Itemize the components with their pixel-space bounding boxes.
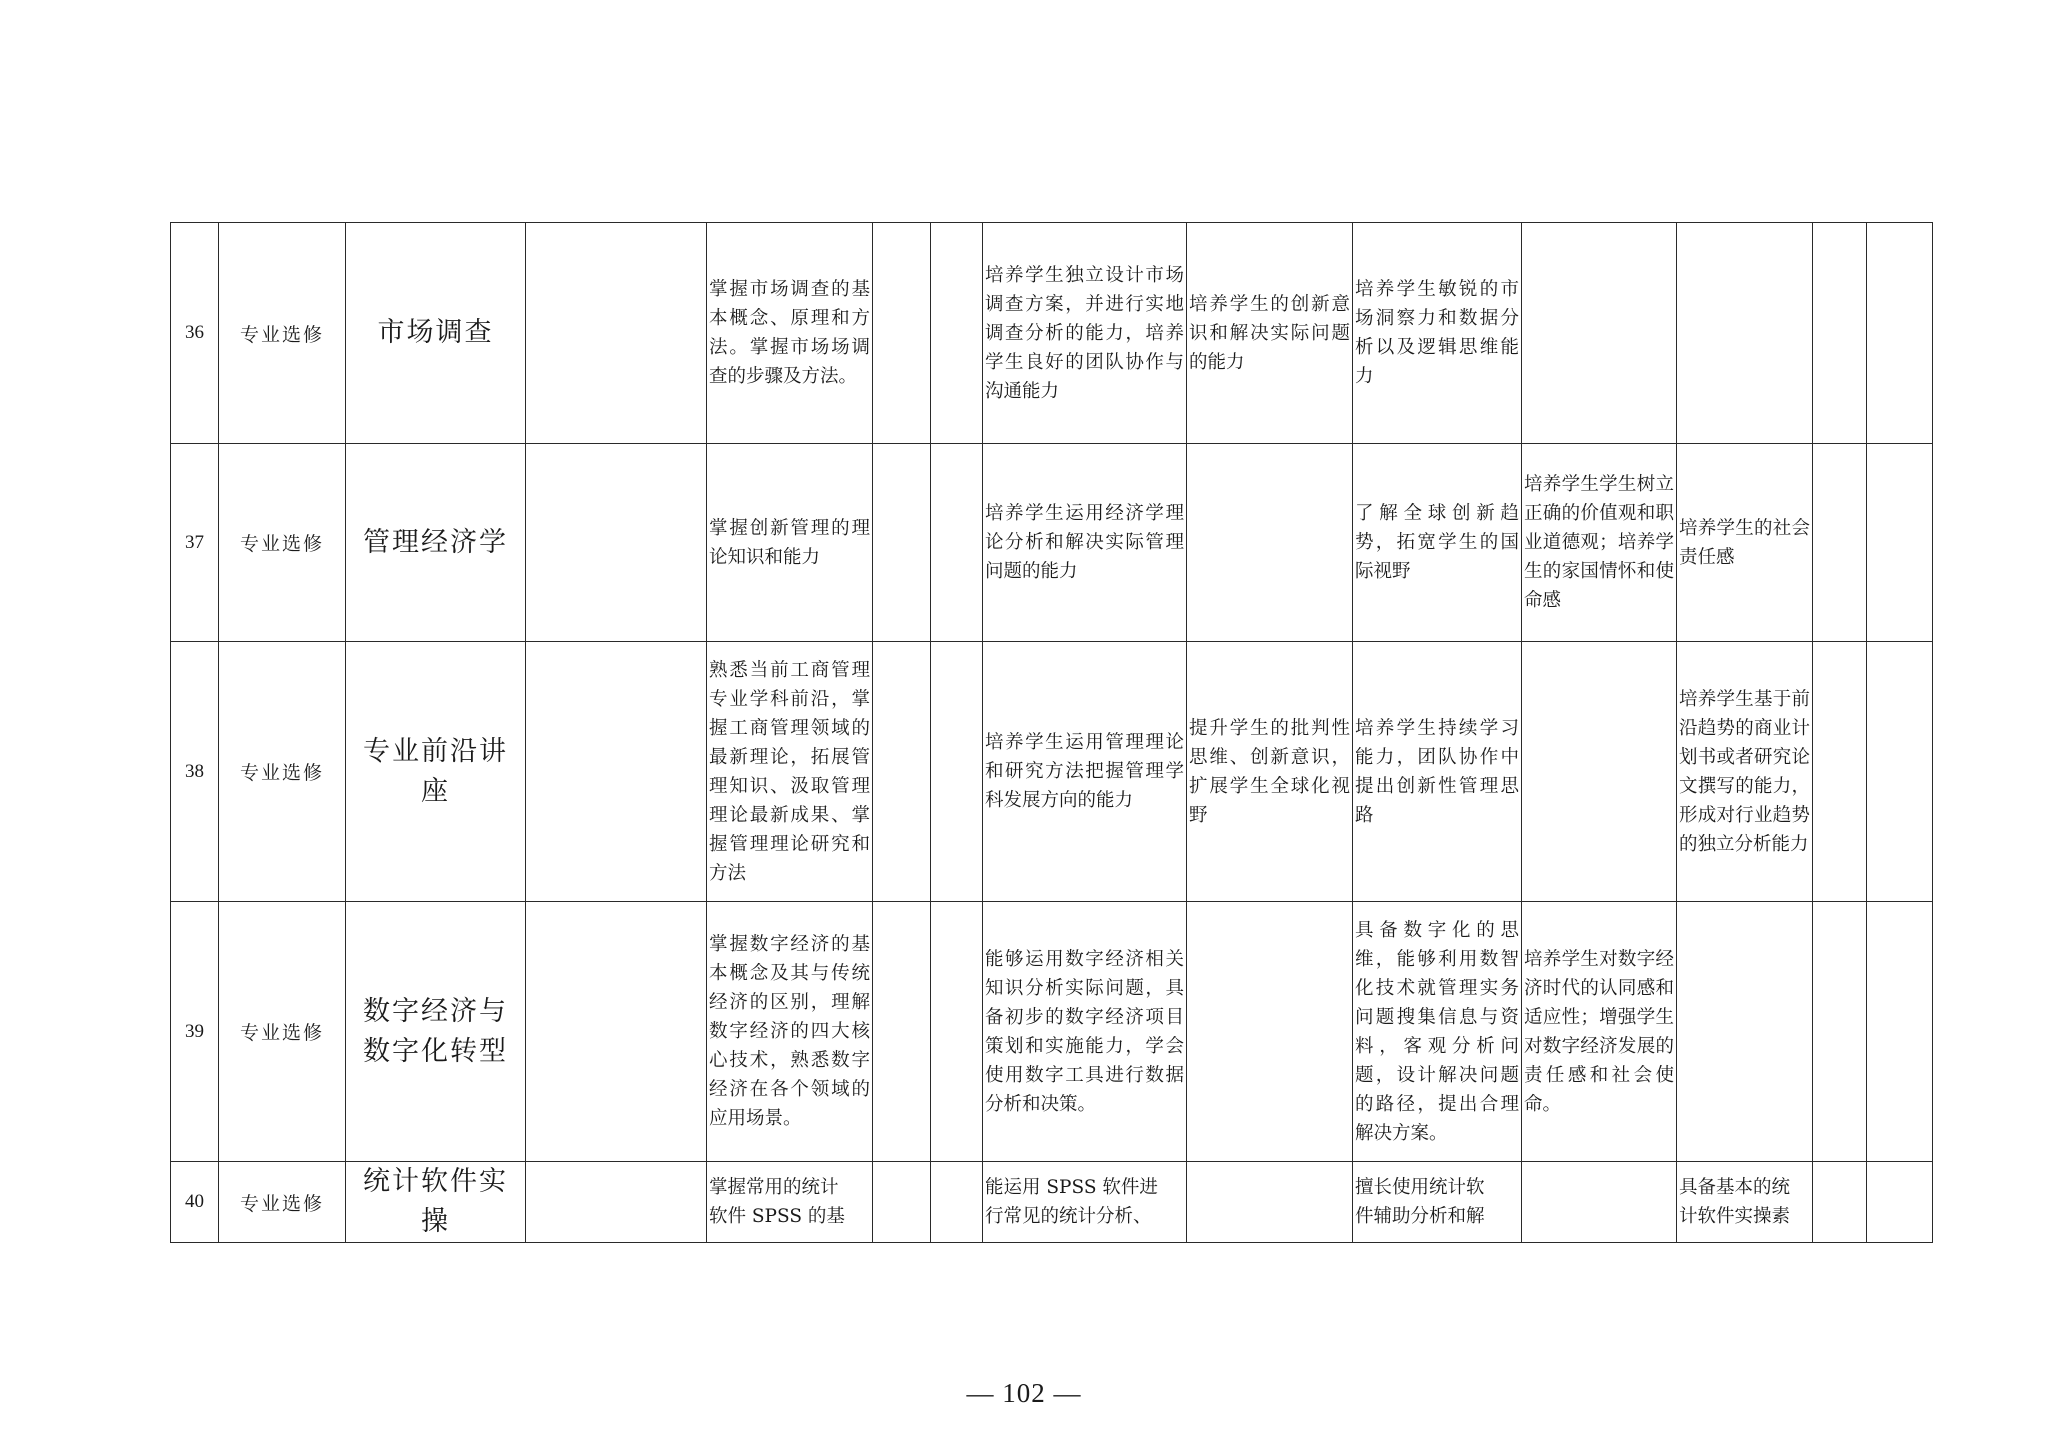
page-number: — 102 — — [966, 1378, 1082, 1408]
innovation-objective — [1187, 902, 1353, 1162]
knowledge-objective: 掌握市场调查的基本概念、原理和方法。掌握市场场调查的步骤及方法。 — [707, 223, 873, 444]
values-objective: 培养学生学生树立正确的价值观和职业道德观；培养学生的家国情怀和使命感 — [1522, 444, 1677, 642]
innovation-objective: 提升学生的批判性思维、创新意识，扩展学生全球化视野 — [1187, 642, 1353, 902]
innovation-objective — [1187, 444, 1353, 642]
empty-cell — [1187, 1162, 1353, 1243]
knowledge-objective — [707, 1162, 873, 1243]
knowledge-objective: 掌握数字经济的基本概念及其与传统经济的区别，理解数字经济的四大核心技术，熟悉数字经济在各个领域的应用场景。 — [707, 902, 873, 1162]
ability-line: 能运用 SPSS 软件进 — [985, 1177, 1158, 1198]
empty-cell — [526, 1162, 707, 1243]
empty-cell — [1813, 223, 1867, 444]
empty-cell — [526, 642, 707, 902]
empty-cell — [1813, 902, 1867, 1162]
course-type: 专业选修 — [219, 223, 346, 444]
responsibility-objective: 培养学生基于前沿趋势的商业计划书或者研究论文撰写的能力，形成对行业趋势的独立分析能力 — [1677, 642, 1813, 902]
empty-cell — [931, 642, 983, 902]
quality-line: 擅长使用统计软 — [1355, 1177, 1485, 1198]
empty-cell — [873, 642, 931, 902]
empty-cell — [1867, 444, 1933, 642]
ability-objective: 培养学生运用管理理论和研究方法把握管理学科发展方向的能力 — [983, 642, 1187, 902]
quality-line: 件辅助分析和解 — [1355, 1206, 1485, 1227]
responsibility-objective — [1677, 902, 1813, 1162]
knowledge-line: 掌握常用的统计 — [709, 1177, 839, 1198]
ability-line: 行常见的统计分析、 — [985, 1206, 1152, 1227]
innovation-objective: 培养学生的创新意识和解决实际问题的能力 — [1187, 223, 1353, 444]
knowledge-objective: 熟悉当前工商管理专业学科前沿，掌握工商管理领域的最新理论，拓展管理知识、汲取管理理论最新成果、掌握管理理论研究和方法 — [707, 642, 873, 902]
row-number: 40 — [171, 1162, 219, 1243]
course-type: 专业选修 — [219, 444, 346, 642]
knowledge-line: 软件 SPSS 的基 — [709, 1206, 845, 1227]
empty-cell — [931, 223, 983, 444]
responsibility-objective — [1677, 1162, 1813, 1243]
row-number: 37 — [171, 444, 219, 642]
ability-objective: 培养学生运用经济学理论分析和解决实际管理问题的能力 — [983, 444, 1187, 642]
empty-cell — [1867, 902, 1933, 1162]
empty-cell — [1813, 642, 1867, 902]
empty-cell — [873, 1162, 931, 1243]
ability-objective: 能够运用数字经济相关知识分析实际问题，具备初步的数字经济项目策划和实施能力，学会使用数字工具进行数据分析和决策。 — [983, 902, 1187, 1162]
responsibility-objective: 培养学生的社会责任感 — [1677, 444, 1813, 642]
course-name: 数字经济与数字化转型 — [346, 902, 526, 1162]
course-objectives-table — [170, 222, 1933, 1243]
quality-objective — [1353, 1162, 1522, 1243]
empty-cell — [1522, 1162, 1677, 1243]
course-name: 市场调查 — [346, 223, 526, 444]
table-row — [171, 902, 1933, 1162]
values-objective: 培养学生对数字经济时代的认同感和适应性；增强学生对数字经济发展的责任感和社会使命。 — [1522, 902, 1677, 1162]
empty-cell — [526, 223, 707, 444]
empty-cell — [526, 902, 707, 1162]
quality-objective: 了解全球创新趋势，拓宽学生的国际视野 — [1353, 444, 1522, 642]
responsibility-line: 具备基本的统 — [1679, 1177, 1791, 1198]
row-number: 36 — [171, 223, 219, 444]
row-number: 38 — [171, 642, 219, 902]
empty-cell — [873, 444, 931, 642]
ability-objective: 培养学生独立设计市场调查方案，并进行实地调查分析的能力，培养学生良好的团队协作与沟通能力 — [983, 223, 1187, 444]
row-number: 39 — [171, 902, 219, 1162]
responsibility-objective — [1677, 223, 1813, 444]
quality-objective: 具备数字化的思维，能够利用数智化技术就管理实务问题搜集信息与资料，客观分析问题，设计解决问题的路径，提出合理解决方案。 — [1353, 902, 1522, 1162]
course-name: 管理经济学 — [346, 444, 526, 642]
empty-cell — [1867, 642, 1933, 902]
values-objective — [1522, 642, 1677, 902]
empty-cell — [931, 1162, 983, 1243]
empty-cell — [1813, 444, 1867, 642]
quality-objective: 培养学生持续学习能力，团队协作中提出创新性管理思路 — [1353, 642, 1522, 902]
empty-cell — [873, 902, 931, 1162]
table-row — [171, 444, 1933, 642]
course-type: 专业选修 — [219, 1162, 346, 1243]
empty-cell — [931, 902, 983, 1162]
table-row — [171, 1162, 1933, 1243]
ability-objective — [983, 1162, 1187, 1243]
empty-cell — [1813, 1162, 1867, 1243]
knowledge-objective: 掌握创新管理的理论知识和能力 — [707, 444, 873, 642]
empty-cell — [1867, 223, 1933, 444]
empty-cell — [931, 444, 983, 642]
responsibility-line: 计软件实操素 — [1679, 1206, 1791, 1227]
empty-cell — [1867, 1162, 1933, 1243]
empty-cell — [873, 223, 931, 444]
table-row — [171, 642, 1933, 902]
table-row — [171, 223, 1933, 444]
course-type: 专业选修 — [219, 642, 346, 902]
course-type: 专业选修 — [219, 902, 346, 1162]
quality-objective: 培养学生敏锐的市场洞察力和数据分析以及逻辑思维能力 — [1353, 223, 1522, 444]
course-name: 统计软件实操 — [346, 1162, 526, 1243]
course-name: 专业前沿讲座 — [346, 642, 526, 902]
values-objective — [1522, 223, 1677, 444]
empty-cell — [526, 444, 707, 642]
